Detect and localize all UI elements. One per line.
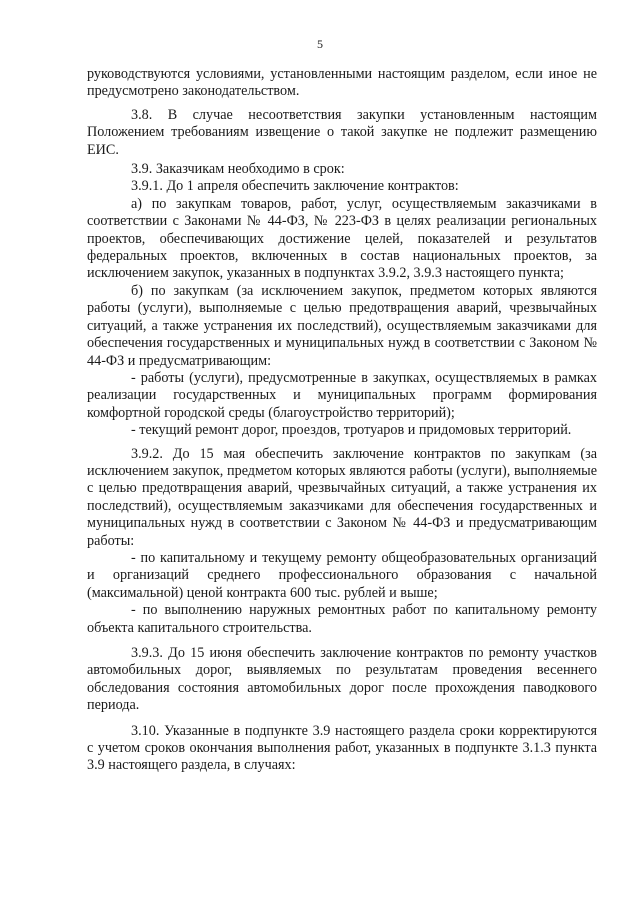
paragraph-3-8: 3.8. В случае несоответствия закупки установленным настоящим Положением требованиям извещение о такой закупке не подлежит размещению ЕИС. (87, 106, 597, 158)
paragraph-3-10: 3.10. Указанные в подпункте 3.9 настоящего раздела сроки корректируются с учетом сроков окончания выполнения работ, указанных в подпункте 3.1.3 пункта 3.9 настоящего раздела, в случаях: (87, 722, 597, 774)
paragraph-item-a: а) по закупкам товаров, работ, услуг, осуществляемым заказчиками в соответствии с Законами № 44-ФЗ, № 223-ФЗ в целях реализации региональных проектов, обеспечивающих достижение целей, показателей и результатов федеральных проектов, включенных в состав национальных проектов, за исключением закупок, указанных в подпунктах 3.9.2, 3.9.3 настоящего пункта; (87, 195, 597, 282)
paragraph-3-9-1: 3.9.1. До 1 апреля обеспечить заключение контрактов: (131, 178, 459, 195)
paragraph-dash-exterior-works: - по выполнению наружных ремонтных работ по капитальному ремонту объекта капитального строительства. (87, 602, 597, 636)
paragraph-dash-road-repair: - текущий ремонт дорог, проездов, тротуаров и придомовых территорий. (131, 422, 572, 439)
paragraph-item-b: б) по закупкам (за исключением закупок, предметом которых являются работы (услуги), выполняемые с целью предотвращения аварий, чрезвычайных ситуаций, а также устранения их последствий), осуществляемым заказчиками для обеспечения государственных и муниципальных нужд в соответствии с Законом № 44-ФЗ и предусматривающим: (87, 282, 597, 369)
paragraph-3-9: 3.9. Заказчикам необходимо в срок: (131, 161, 345, 178)
paragraph-dash-school-repair: - по капитальному и текущему ремонту общеобразовательных организаций и организаций среднего профессионального образования с начальной (максимальной) ценой контракта 600 тыс. рублей и выше; (87, 549, 597, 601)
paragraph-3-9-3: 3.9.3. До 15 июня обеспечить заключение контрактов по ремонту участков автомобильных дорог, выявляемых по результатам проведения весеннего обследования состояния автомобильных дорог после прохождения паводкового периода. (87, 645, 597, 714)
paragraph-continuation: руководствуются условиями, установленными настоящим разделом, если иное не предусмотрено законодательством. (87, 66, 597, 100)
paragraph-dash-improvement: - работы (услуги), предусмотренные в закупках, осуществляемых в рамках реализации государственных и муниципальных программ формирования комфортной городской среды (благоустройство территорий); (87, 369, 597, 421)
paragraph-3-9-2: 3.9.2. До 15 мая обеспечить заключение контрактов по закупкам (за исключением закупок, предметом которых являются работы (услуги), выполняемые с целью предотвращения аварий, чрезвычайных ситуаций, а также устранения их последствий), осуществляемым заказчиками для обеспечения государственных и муниципальных нужд в соответствии с Законом № 44-ФЗ и предусматривающим работы: (87, 445, 597, 549)
page-number: 5 (317, 37, 323, 51)
document-body (87, 66, 597, 775)
